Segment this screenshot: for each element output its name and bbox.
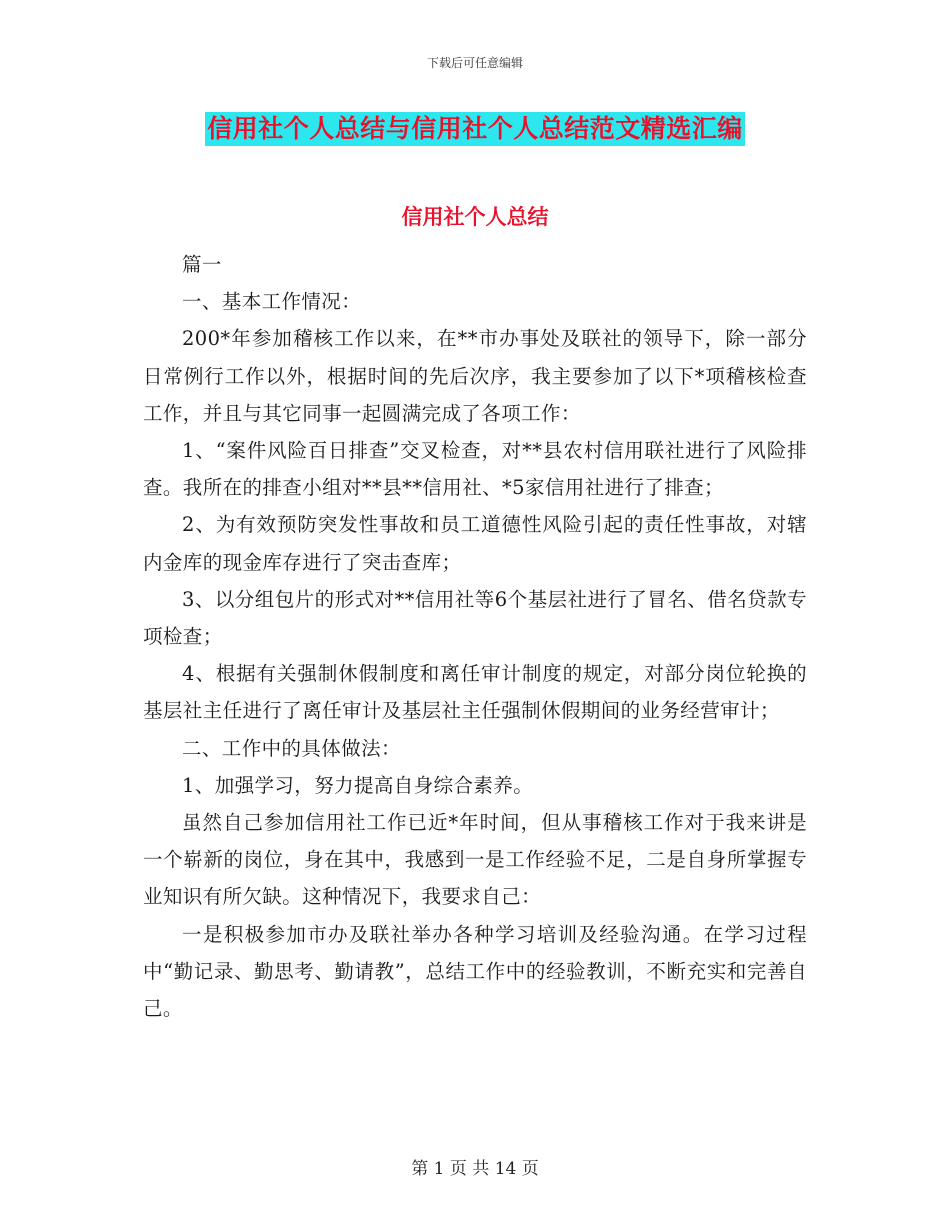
paragraph: 篇一 bbox=[182, 253, 222, 276]
paragraph: 一、基本工作情况： bbox=[182, 290, 362, 314]
paragraph: 200*年参加稽核工作以来，在**市办事处及联社的领导下，除一部分日常例行工作以外，根据时间的先后次序，我主要参加了以下*项稽核检查工作，并且与其它同事一起圆满完成了各项工作： bbox=[143, 327, 807, 425]
document-title: 信用社个人总结与信用社个人总结范文精选汇编 bbox=[205, 112, 745, 146]
paragraph: 4、根据有关强制休假制度和离任审计制度的规定，对部分岗位轮换的基层社主任进行了离任审计及基层社主任强制休假期间的业务经营审计； bbox=[143, 662, 807, 723]
header-note: 下载后可任意编辑 bbox=[426, 56, 523, 70]
paragraph: 一是积极参加市办及联社举办各种学习培训及经验沟通。在学习过程中“勤记录、勤思考、勤请教”，总结工作中的经验教训，不断充实和完善自己。 bbox=[143, 922, 807, 1021]
section-title: 信用社个人总结 bbox=[401, 205, 549, 229]
paragraph: 1、加强学习，努力提高自身综合素养。 bbox=[182, 773, 534, 797]
main-title-wrap bbox=[0, 112, 950, 146]
paragraph: 1、“案件风险百日排查”交叉检查，对**县农村信用联社进行了风险排查。我所在的排查小组对**县**信用社、*5家信用社进行了排查； bbox=[143, 439, 807, 500]
document-body bbox=[143, 246, 807, 1027]
page-footer: 第 1 页 共 14 页 bbox=[411, 1159, 539, 1179]
paragraph: 3、以分组包片的形式对**信用社等6个基层社进行了冒名、借名贷款专项检查； bbox=[143, 587, 807, 649]
paragraph: 虽然自己参加信用社工作已近*年时间，但从事稽核工作对于我来讲是一个崭新的岗位，身在其中，我感到一是工作经验不足，二是自身所掌握专业知识有所欠缺。这种情况下，我要求自己： bbox=[143, 811, 807, 909]
paragraph: 2、为有效预防突发性事故和员工道德性风险引起的责任性事故，对辖内金库的现金库存进行了突击查库； bbox=[143, 513, 807, 574]
paragraph: 二、工作中的具体做法： bbox=[182, 736, 401, 760]
